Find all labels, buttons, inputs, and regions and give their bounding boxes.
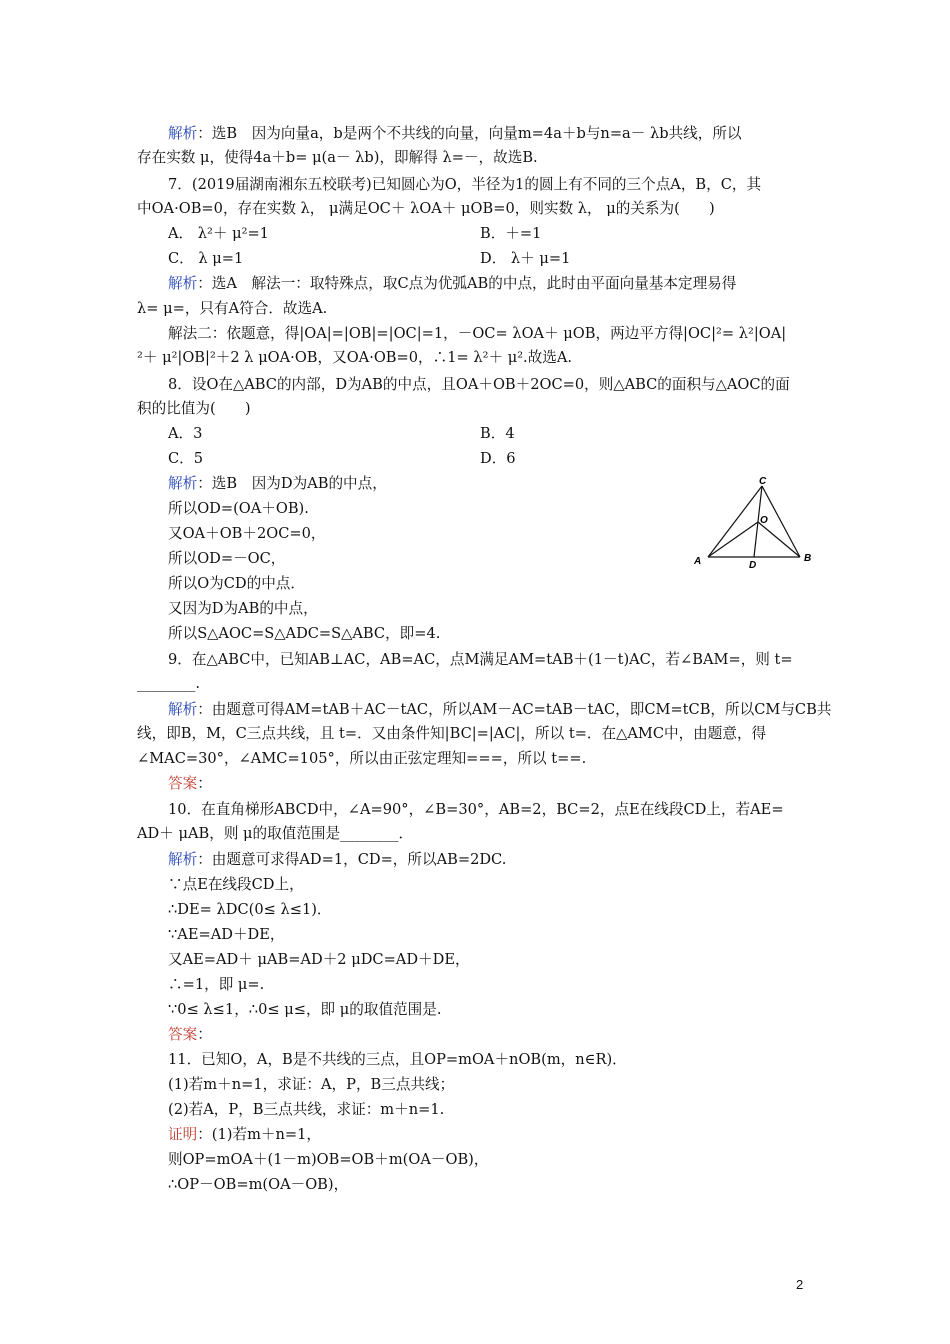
segment-ac <box>708 486 762 557</box>
text-line: ∵AE=AD＋DE， <box>168 926 285 943</box>
label-d: D <box>749 560 757 571</box>
text-line: ∴DE= λDC(0≤ λ≤1)． <box>168 901 332 918</box>
text-line: 解析：选B 因为向量a，b是两个不共线的向量，向量m=4a＋b与n=a－ λb共线，所以 <box>168 125 742 142</box>
option-c: C． λ μ=1 <box>168 250 244 267</box>
answer-label: 答案 <box>168 1026 198 1043</box>
option-b: B．4 <box>480 425 515 442</box>
text-line: λ= μ=，只有A符合．故选A. <box>137 300 328 317</box>
question-9: 9．在△ABC中，已知AB⊥AC，AB=AC，点M满足AM=tAB＋(1－t)AC，若∠BAM=，则 t= <box>168 651 793 668</box>
text-line: ________. <box>137 675 201 692</box>
question-8: 8．设O在△ABC的内部，D为AB的中点，且OA＋OB＋2OC=0，则△ABC的面积与△AOC的面 <box>168 376 790 393</box>
page-number: 2 <box>796 1277 804 1292</box>
question-7: 7．(2019届湖南湘东五校联考)已知圆心为O，半径为1的圆上有不同的三个点A，B，C，其 <box>168 176 762 193</box>
text-line: 解析：由题意可求得AD=1，CD=，所以AB=2DC. <box>168 851 507 868</box>
segment-bo <box>758 522 800 557</box>
text-line: 则OP=mOA＋(1－m)OB=OB＋m(OA－OB)， <box>168 1151 489 1168</box>
option-b: B．＋=1 <box>480 225 542 242</box>
text-line: ∴OP－OB=m(OA－OB)， <box>168 1176 349 1193</box>
text-line: 所以OD=－OC， <box>168 550 286 567</box>
text-line: 所以O为CD的中点． <box>168 575 305 592</box>
option-a: A．3 <box>168 425 203 442</box>
text-line: 解析：选B 因为D为AB的中点， <box>168 475 387 492</box>
text-line: 存在实数 μ，使得4a＋b= μ(a－ λb)，即解得 λ=－，故选B. <box>137 149 538 166</box>
analysis-label: 解析 <box>168 275 198 292</box>
analysis-label: 解析 <box>168 851 198 868</box>
text-line: 答案： <box>168 1026 212 1043</box>
text-line: (2)若A，P，B三点共线，求证：m＋n=1. <box>168 1101 445 1118</box>
text-line: ²＋ μ²|OB|²＋2 λ μOA·OB，又OA·OB=0，∴1= λ²＋ μ².故选A. <box>137 349 573 366</box>
segment-ao <box>708 522 758 557</box>
text-line: (1)若m＋n=1，求证：A，P，B三点共线； <box>168 1076 455 1093</box>
text-line: 积的比值为( ) <box>137 400 251 417</box>
answer-label: 答案 <box>168 775 198 792</box>
text-line: 解法二：依题意，得|OA|=|OB|=|OC|=1，－OC= λOA＋ μOB，两边平方得|OC|²= λ²|OA| <box>168 325 787 342</box>
question-11: 11．已知O，A，B是不共线的三点，且OP=mOA＋nOB(m，n∈R)． <box>168 1051 627 1068</box>
text-line: ∴=1，即 μ=. <box>168 976 265 993</box>
text-line: ∵点E在线段CD上， <box>168 876 304 893</box>
text-line: 证明：(1)若m＋n=1， <box>168 1126 322 1143</box>
option-c: C．5 <box>168 450 204 467</box>
text-line: 又OA＋OB＋2OC=0， <box>168 525 326 542</box>
option-d: D．6 <box>480 450 516 467</box>
text-line: 又因为D为AB的中点， <box>168 600 318 617</box>
option-d: D． λ＋ μ=1 <box>480 250 571 267</box>
proof-label: 证明 <box>168 1126 198 1143</box>
triangle-figure <box>690 474 820 574</box>
label-a: A <box>694 556 702 567</box>
text-line: ∠MAC=30°，∠AMC=105°，所以由正弦定理知===，所以 t==. <box>137 750 587 767</box>
analysis-label: 解析 <box>168 701 198 718</box>
text-line: 所以S△AOC=S△ADC=S△ABC，即=4. <box>168 625 441 642</box>
analysis-label: 解析 <box>168 475 198 492</box>
label-c: C <box>759 476 767 487</box>
text-line: 解析：由题意可得AM=tAB＋AC－tAC，所以AM－AC=tAB－tAC，即CM=tCB，所以CM与CB共 <box>168 701 832 718</box>
text-line: 所以OD=(OA＋OB). <box>168 500 309 517</box>
text-line: ∵0≤ λ≤1，∴0≤ μ≤，即 μ的取值范围是. <box>168 1001 442 1018</box>
text-line: 解析：选A 解法一：取特殊点，取C点为优弧AB的中点，此时由平面向量基本定理易得 <box>168 275 737 292</box>
label-o: O <box>760 515 768 526</box>
label-b: B <box>804 553 812 564</box>
text-line: AD＋ μAB，则 μ的取值范围是________． <box>137 825 414 842</box>
text-line: 又AE=AD＋ μAB=AD＋2 μDC=AD＋DE， <box>168 951 470 968</box>
text-line: 中OA·OB=0，存在实数 λ， μ满足OC＋ λOA＋ μOB=0，则实数 λ， μ的关系为( ) <box>137 200 715 217</box>
analysis-label: 解析 <box>168 125 198 142</box>
question-10: 10．在直角梯形ABCD中，∠A=90°，∠B=30°，AB=2，BC=2，点E在线段CD上，若AE= <box>168 801 784 818</box>
option-a: A． λ²＋ μ²=1 <box>168 225 269 242</box>
text-line: 答案： <box>168 775 212 792</box>
text-line: 线，即B，M，C三点共线，且 t=．又由条件知|BC|=|AC|，所以 t=．在△AMC中，由题意，得 <box>137 725 767 742</box>
